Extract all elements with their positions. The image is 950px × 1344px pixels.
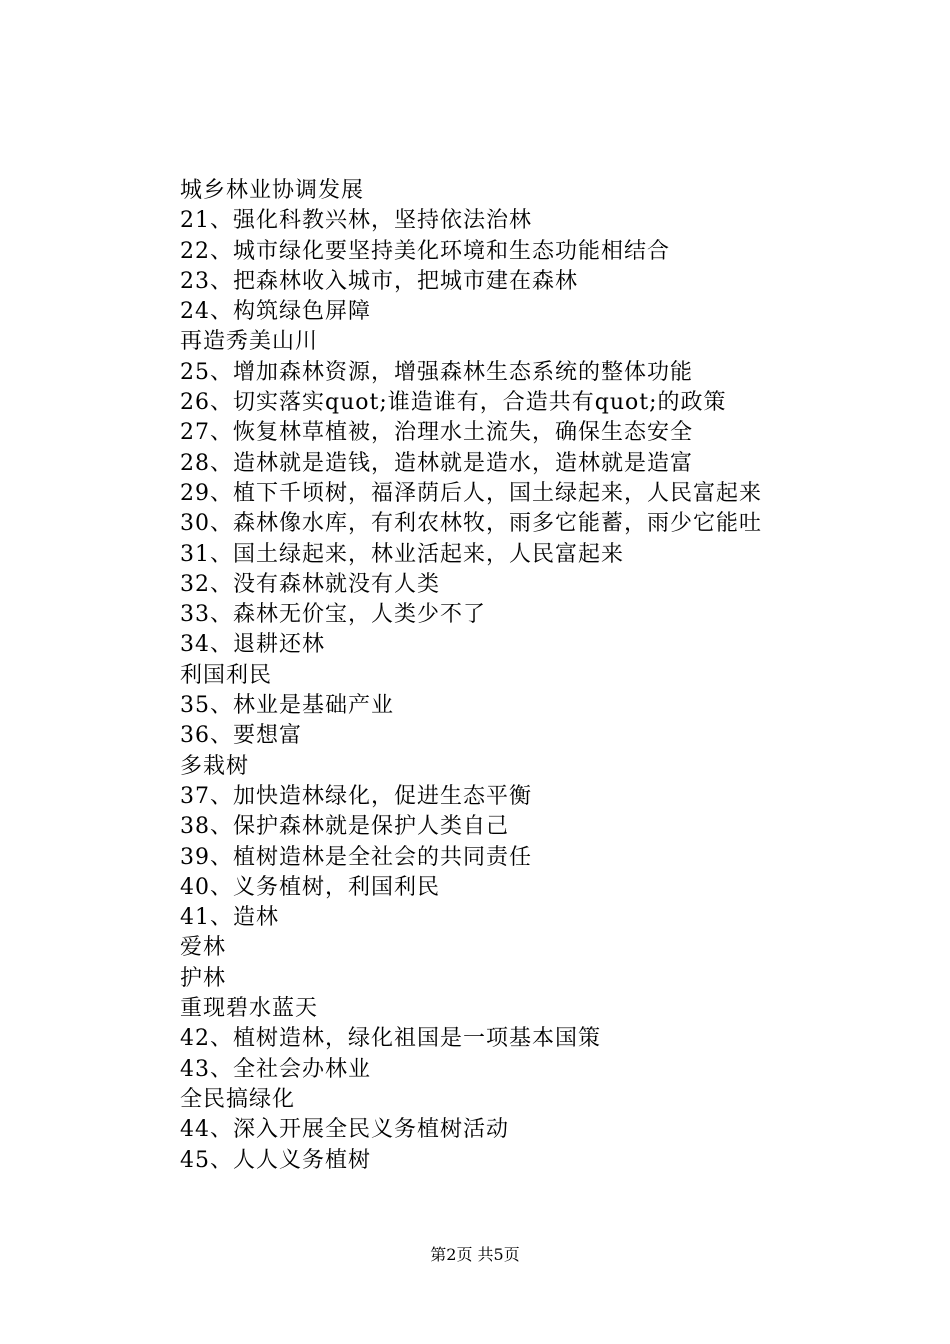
text-line: 爱林 xyxy=(180,935,227,961)
text-line: 30、森林像水库，有利农林牧，雨多它能蓄，雨少它能吐 xyxy=(180,511,762,537)
text-line: 38、保护森林就是保护人类自己 xyxy=(180,814,509,840)
document-body xyxy=(180,176,880,1176)
text-line: 再造秀美山川 xyxy=(180,329,319,355)
text-line: 24、构筑绿色屏障 xyxy=(180,299,371,325)
text-line: 35、林业是基础产业 xyxy=(180,693,394,719)
text-line: 31、国土绿起来，林业活起来，人民富起来 xyxy=(180,541,624,567)
text-line: 护林 xyxy=(180,965,227,991)
text-line: 33、森林无价宝，人类少不了 xyxy=(180,602,486,628)
text-line: 34、退耕还林 xyxy=(180,632,325,658)
text-line: 全民搞绿化 xyxy=(180,1086,296,1112)
text-line: 32、没有森林就没有人类 xyxy=(180,571,440,597)
text-line: 22、城市绿化要坚持美化环境和生态功能相结合 xyxy=(180,238,670,264)
text-line: 43、全社会办林业 xyxy=(180,1056,371,1082)
text-line: 42、植树造林，绿化祖国是一项基本国策 xyxy=(180,1026,601,1052)
text-line: 36、要想富 xyxy=(180,723,302,749)
text-line: 21、强化科教兴林，坚持依法治林 xyxy=(180,208,532,234)
text-line: 40、义务植树，利国利民 xyxy=(180,874,440,900)
text-line: 25、增加森林资源，增强森林生态系统的整体功能 xyxy=(180,359,693,385)
text-line: 重现碧水蓝天 xyxy=(180,996,319,1022)
text-line: 26、切实落实quot;谁造谁有，合造共有quot;的政策 xyxy=(180,390,727,416)
text-line: 39、植树造林是全社会的共同责任 xyxy=(180,844,532,870)
text-line: 多栽树 xyxy=(180,753,250,779)
text-line: 城乡林业协调发展 xyxy=(180,178,365,203)
text-line: 23、把森林收入城市，把城市建在森林 xyxy=(180,268,578,294)
page-number-footer: 第2页 共5页 xyxy=(430,1245,520,1264)
text-line: 41、造林 xyxy=(180,905,279,931)
text-line: 44、深入开展全民义务植树活动 xyxy=(180,1117,509,1143)
text-line: 45、人人义务植树 xyxy=(180,1147,371,1173)
text-line: 27、恢复林草植被，治理水土流失，确保生态安全 xyxy=(180,420,693,446)
text-line: 29、植下千顷树，福泽荫后人，国土绿起来，人民富起来 xyxy=(180,480,762,506)
text-line: 37、加快造林绿化，促进生态平衡 xyxy=(180,783,532,809)
text-line: 28、造林就是造钱，造林就是造水，造林就是造富 xyxy=(180,450,693,476)
text-line: 利国利民 xyxy=(180,662,273,688)
